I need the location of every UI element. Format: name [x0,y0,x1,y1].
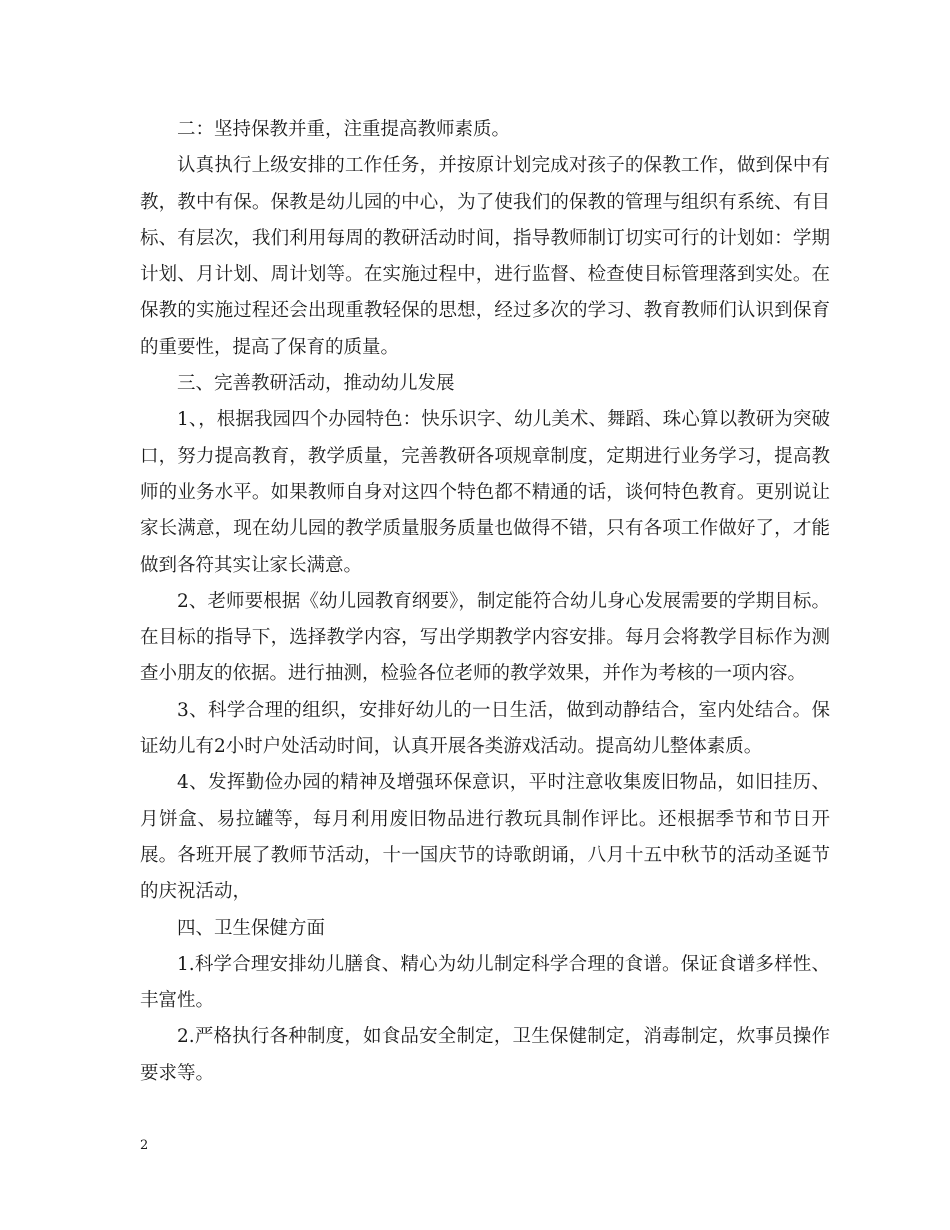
paragraph-teaching-care: 认真执行上级安排的工作任务，并按原计划完成对孩子的保教工作，做到保中有教，教中有保。保教是幼儿园的中心，为了使我们的保教的管理与组织有系统、有目标、有层次，我们利用每周的教研活动时间，指导教师制订切实可行的计划如：学期计划、月计划、周计划等。在实施过程中，进行监督、检查使目标管理落到实处。在保教的实施过程还会出现重教轻保的思想，经过多次的学习、教育教师们认识到保育的重要性，提高了保育的质量。 [140,155,830,358]
paragraph-item-1: 1、，根据我园四个办园特色：快乐识字、幼儿美术、舞蹈、珠心算以教研为突破口，努力提高教育，教学质量，完善教研各项规章制度，定期进行业务学习，提高教师的业务水平。如果教师自身对这四个特色都不精通的话，谈何特色教育。更别说让家长满意，现在幼儿园的教学质量服务质量也做得不错，只有各项工作做好了，才能做到各符其实让家长满意。 [140,409,830,576]
paragraph-health-1: 1.科学合理安排幼儿膳食、精心为幼儿制定科学合理的食谱。保证食谱多样性、丰富性。 [140,953,830,1012]
heading-3: 三、完善教研活动，推动幼儿发展 [177,373,455,395]
paragraph-item-2: 2、老师要根据《幼儿园教育纲要》，制定能符合幼儿身心发展需要的学期目标。在目标的指导下，选择教学内容，写出学期教学内容安排。每月会将教学目标作为测查小朋友的依据。进行抽测，检验各位老师的教学效果，并作为考核的一项内容。 [140,590,830,685]
heading-4: 四、卫生保健方面 [177,917,326,939]
paragraph-item-4: 4、发挥勤俭办园的精神及增强环保意识，平时注意收集废旧物品，如旧挂历、月饼盒、易拉罐等，每月利用废旧物品进行教玩具制作评比。还根据季节和节日开展。各班开展了教师节活动，十一国庆节的诗歌朗诵，八月十五中秋节的活动圣诞节的庆祝活动， [140,772,830,903]
paragraph-item-3: 3、科学合理的组织，安排好幼儿的一日生活，做到动静结合，室内处结合。保证幼儿有2小时户处活动时间，认真开展各类游戏活动。提高幼儿整体素质。 [140,699,830,758]
paragraph-health-2: 2.严格执行各种制度，如食品安全制定，卫生保健制定，消毒制定，炊事员操作要求等。 [140,1026,830,1084]
document-body [140,112,830,1092]
heading-2: 二：坚持保教并重，注重提高教师素质。 [177,119,511,140]
page-number: 2 [140,1138,149,1153]
